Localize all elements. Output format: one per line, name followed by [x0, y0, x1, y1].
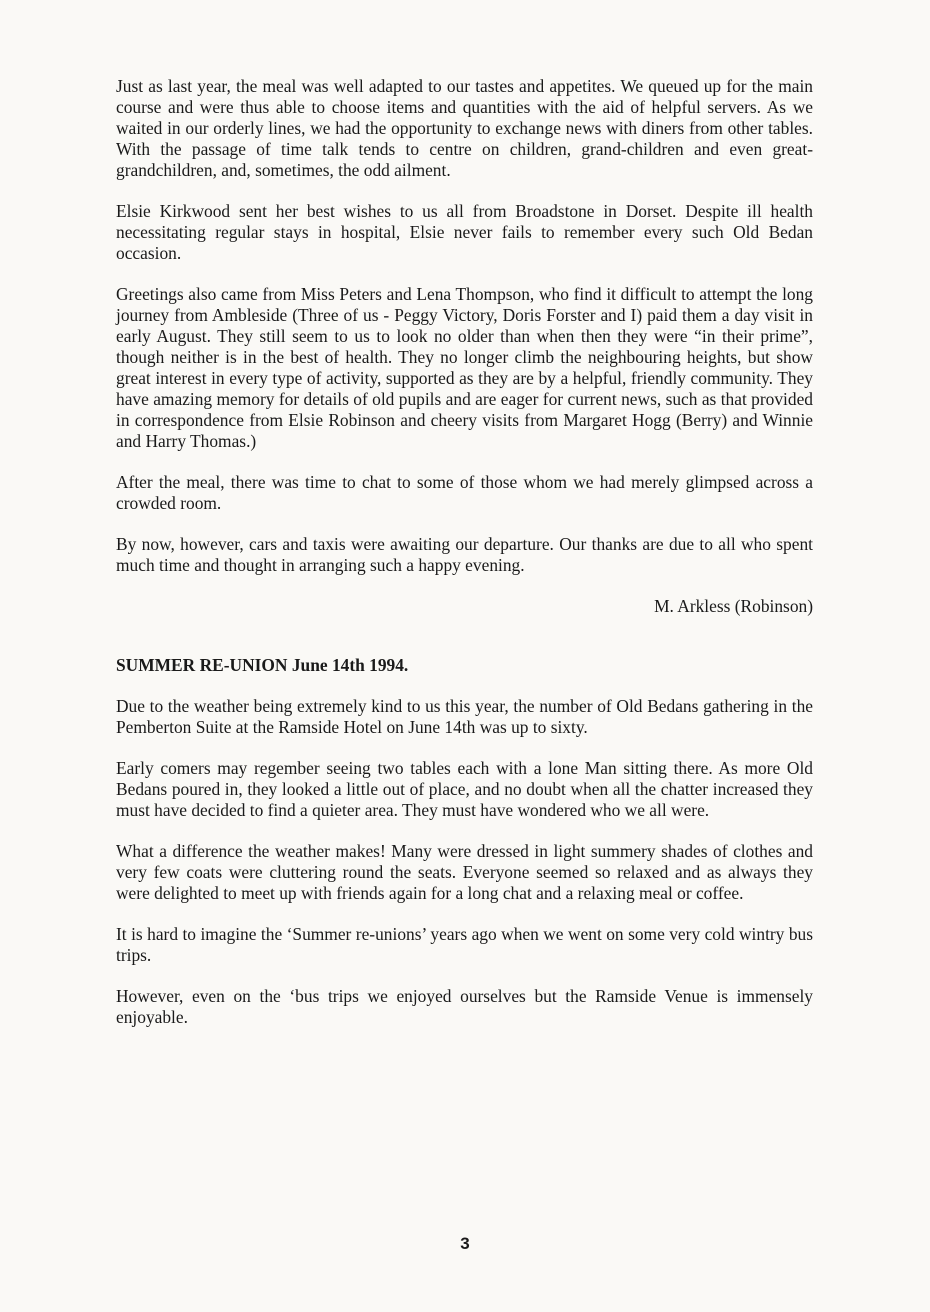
- paragraph: Greetings also came from Miss Peters and Lena Thompson, who find it difficult to attempt the long journey from Ambleside (Three of us - Peggy Victory, Doris Forster and I) paid them a day visit in early August. They still seem to us to look no older than when then they were “in their prime”, though neither is in the best of health. They no longer climb the neighbouring heights, but show great interest in every type of activity, supported as they are by a helpful, friendly community. They have amazing memory for details of old pupils and are eager for current news, such as that provided in correspondence from Elsie Robinson and cheery visits from Margaret Hogg (Berry) and Winnie and Harry Thomas.): [116, 284, 813, 451]
- paragraph: However, even on the ‘bus trips we enjoyed ourselves but the Ramside Venue is immensely enjoyable.: [116, 986, 813, 1027]
- page-number: 3: [460, 1234, 470, 1253]
- paragraph: Due to the weather being extremely kind to us this year, the number of Old Bedans gathering in the Pemberton Suite at the Ramside Hotel on June 14th was up to sixty.: [116, 696, 813, 737]
- paragraph: After the meal, there was time to chat to some of those whom we had merely glimpsed across a crowded room.: [116, 472, 813, 513]
- paragraph: Just as last year, the meal was well adapted to our tastes and appetites. We queued up for the main course and were thus able to choose items and quantities with the aid of helpful servers. As we waited in our orderly lines, we had the opportunity to exchange news with diners from other tables. With the passage of time talk tends to centre on children, grand-children and even great-grandchildren, and, sometimes, the odd ailment.: [116, 76, 813, 180]
- paragraph: Early comers may regember seeing two tables each with a lone Man sitting there. As more Old Bedans poured in, they looked a little out of place, and no doubt when all the chatter increased they must have decided to find a quieter area. They must have wondered who we all were.: [116, 758, 813, 820]
- paragraph: It is hard to imagine the ‘Summer re-unions’ years ago when we went on some very cold wintry bus trips.: [116, 924, 813, 965]
- meal-report-section: [116, 76, 813, 617]
- section-heading: SUMMER RE-UNION June 14th 1994.: [116, 655, 409, 675]
- paragraph: By now, however, cars and taxis were awaiting our departure. Our thanks are due to all who spent much time and thought in arranging such a happy evening.: [116, 534, 813, 575]
- paragraph: Elsie Kirkwood sent her best wishes to us all from Broadstone in Dorset. Despite ill health necessitating regular stays in hospital, Elsie never fails to remember every such Old Bedan occasion.: [116, 201, 813, 263]
- document-page: [116, 76, 813, 1048]
- summer-reunion-section: [116, 655, 813, 1028]
- paragraph: What a difference the weather makes! Many were dressed in light summery shades of clothes and very few coats were cluttering round the seats. Everyone seemed so relaxed and as always they were delighted to meet up with friends again for a long chat and a relaxing meal or coffee.: [116, 841, 813, 903]
- author-signature: M. Arkless (Robinson): [654, 596, 813, 616]
